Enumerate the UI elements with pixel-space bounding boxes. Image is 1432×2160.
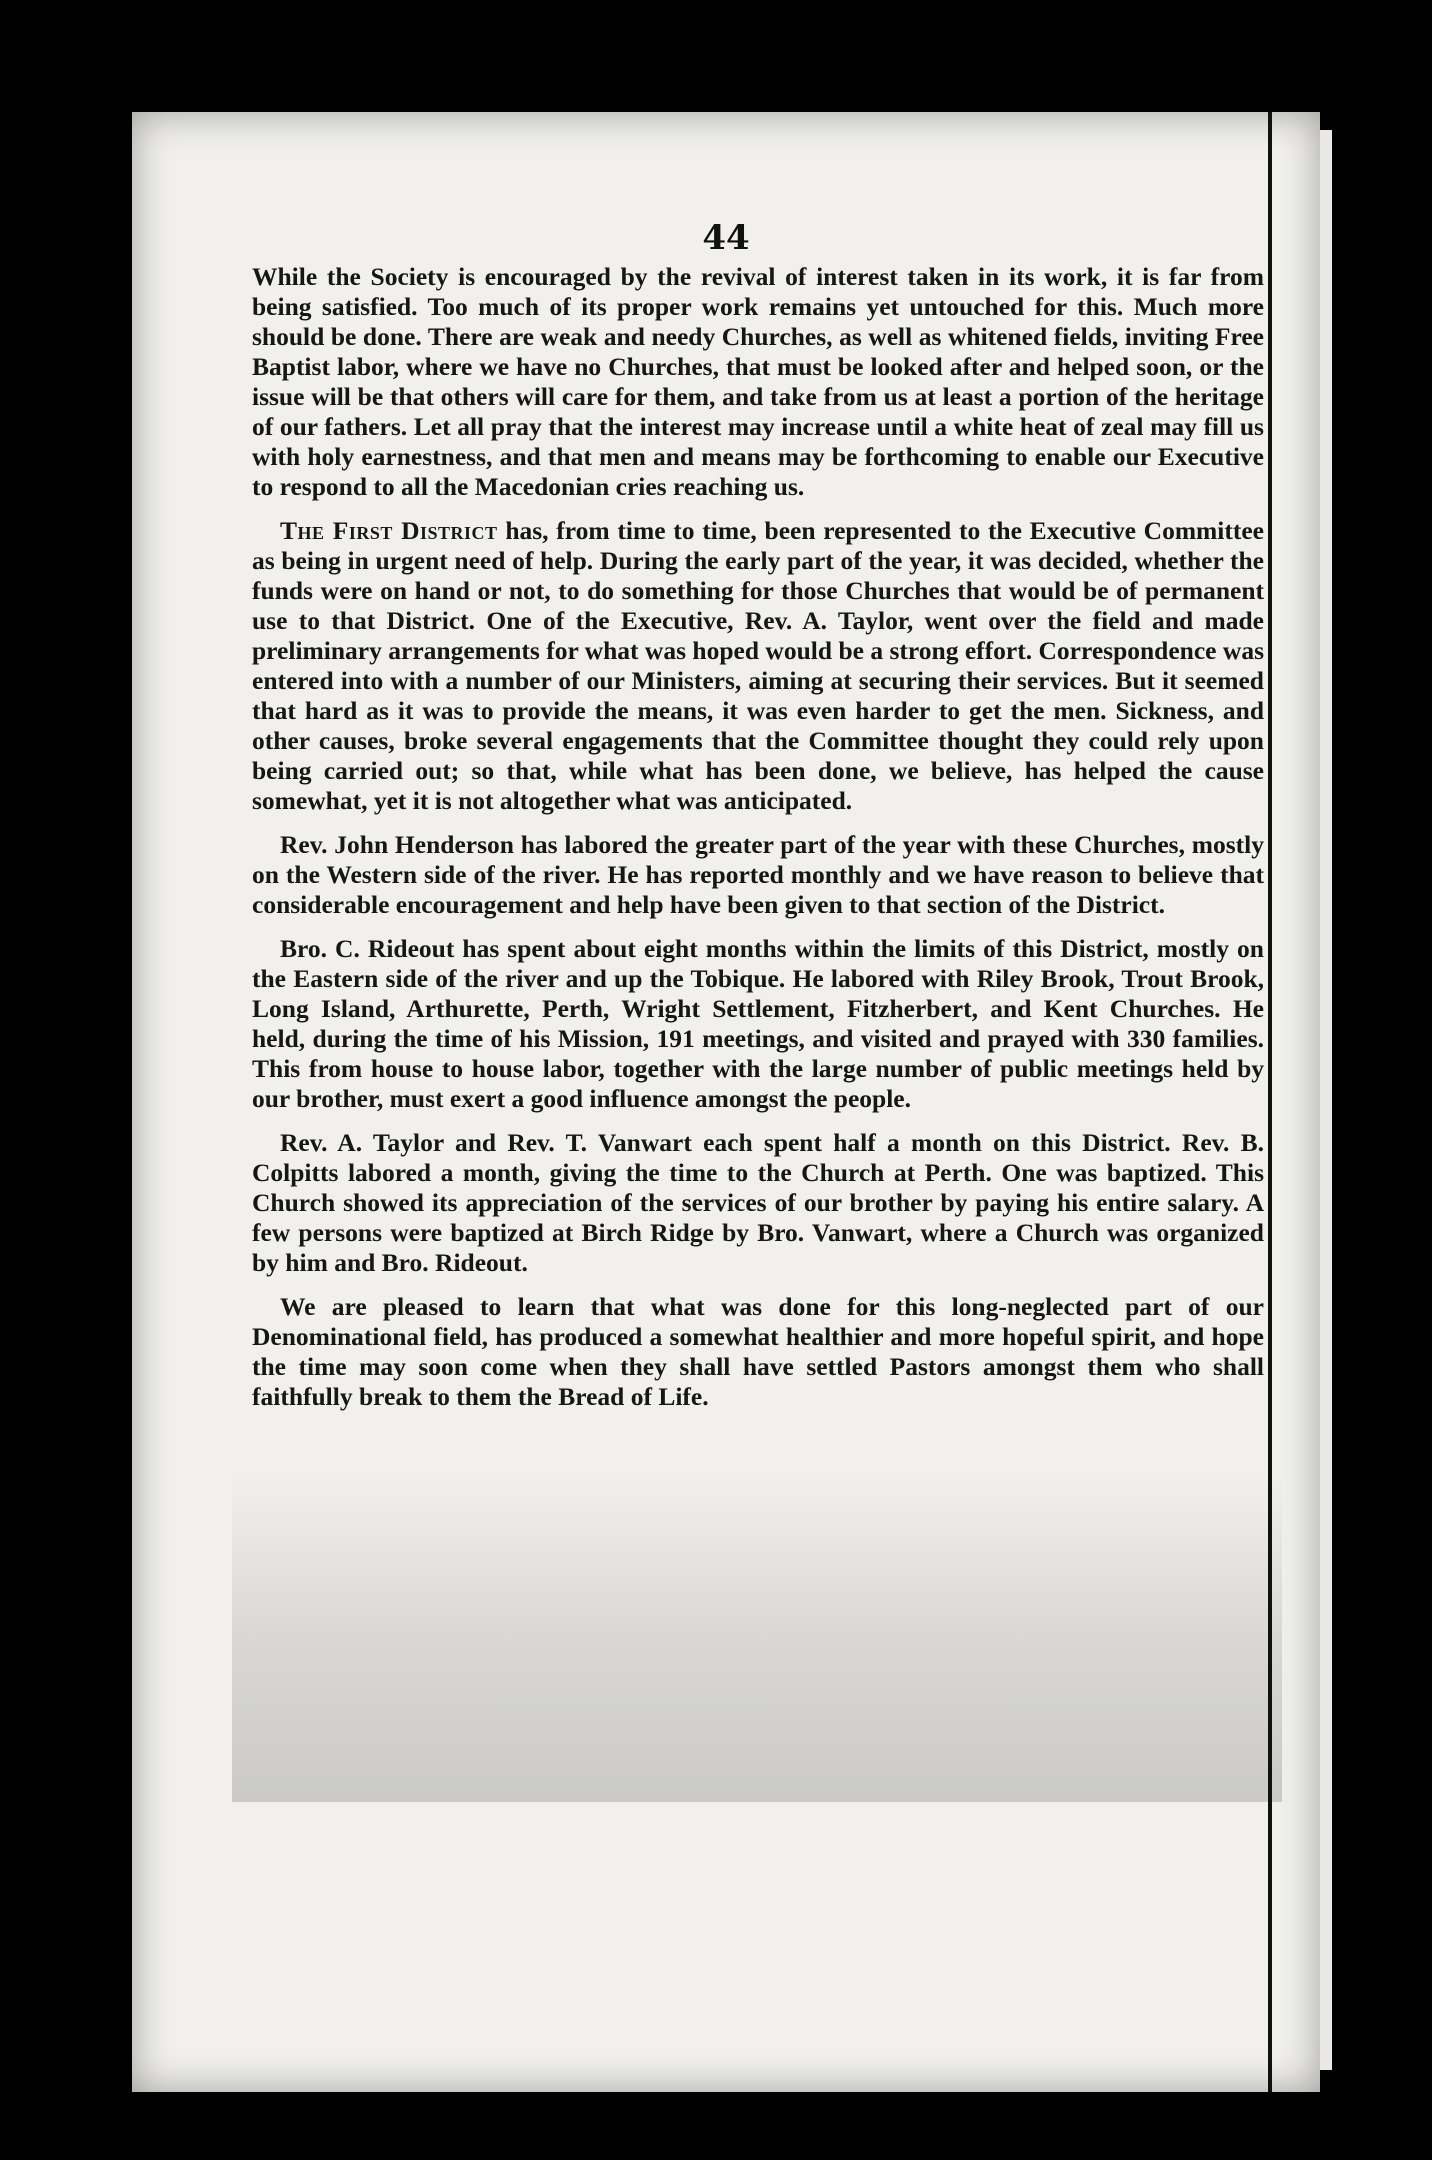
paragraph-rideout: Bro. C. Rideout has spent about eight months within the limits of this District, mostly on the Eastern side of the river and up the Tobique. He labored with Riley Brook, Trout Brook, Long Island, Arthurette, Perth, Wright Settlement, Fitzherbert, and Kent Churches. He held, during the time of his Mission, 191 meetings, and visited and prayed with 330 families. This from house to house labor, together with the large number of public meetings held by our brother, must exert a good influence amongst the people.: [252, 934, 1264, 1113]
scan-shading: [232, 1472, 1282, 1802]
paragraph-pleased-to-learn: We are pleased to learn that what was done for this long-neglected part of our Denominational field, has produced a somewhat healthier and more hopeful spirit, and hope the time may soon come when they shall have settled Pastors amongst them who shall faithfully break to them the Bread of Life.: [252, 1292, 1264, 1411]
body-text: [252, 262, 1264, 1426]
paragraph-first-district: [252, 516, 1264, 816]
paragraph-society-encouraged: While the Society is encouraged by the revival of interest taken in its work, it is far from being satisfied. Too much of its proper work remains yet untouched for this. Much more should be done. There are weak and needy Churches, as well as whitened fields, inviting Free Baptist labor, where we have no Churches, that must be looked after and helped soon, or the issue will be that others will care for them, and take from us at least a portion of the heritage of our fathers. Let all pray that the interest may increase until a white heat of zeal may fill us with holy earnestness, and that men and means may be forthcoming to enable our Executive to respond to all the Macedonian cries reaching us.: [252, 262, 1264, 501]
first-district-text: has, from time to time, been represented to the Executive Committee as being in urgent need of help. During the early part of the year, it was decided, whether the funds were on hand or not, to do something for those Churches that would be of permanent use to that District. One of the Executive, Rev. A. Taylor, went over the field and made preliminary arrangements for what was hoped would be a strong effort. Correspondence was entered into with a number of our Ministers, aiming at securing their services. But it seemed that hard as it was to provide the means, it was even harder to get the men. Sickness, and other causes, broke several engagements that the Committee thought they could rely upon being carried out; so that, while what has been done, we believe, has helped the cause somewhat, yet it is not altogether what was anticipated.: [252, 516, 1265, 815]
book-page: [132, 112, 1320, 2092]
page-gutter-line: [1268, 112, 1272, 2092]
first-district-heading: The First District: [280, 516, 498, 545]
page-number: 44: [702, 218, 750, 258]
paragraph-taylor-vanwart: Rev. A. Taylor and Rev. T. Vanwart each spent half a month on this District. Rev. B. Colpitts labored a month, giving the time to the Church at Perth. One was baptized. This Church showed its appreciation of the services of our brother by paying his entire salary. A few persons were baptized at Birch Ridge by Bro. Vanwart, where a Church was organized by him and Bro. Rideout.: [252, 1128, 1264, 1277]
paragraph-henderson: Rev. John Henderson has labored the greater part of the year with these Churches, mostly on the Western side of the river. He has reported monthly and we have reason to believe that considerable encouragement and help have been given to that section of the District.: [252, 830, 1264, 919]
